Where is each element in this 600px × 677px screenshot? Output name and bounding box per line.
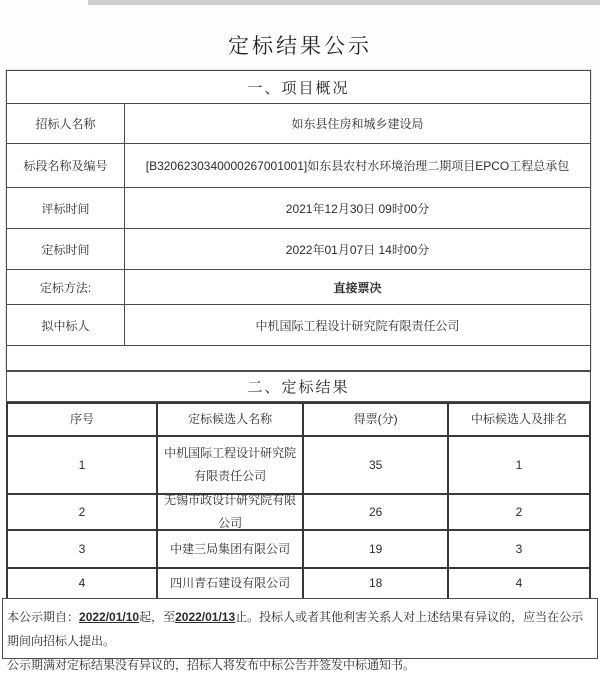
table-header-row [8,404,589,437]
period-end-date: 2022/01/13 [175,610,236,624]
row-label: 标段名称及编号 [7,144,125,187]
cell-seq: 2 [8,495,158,529]
row-label: 评标时间 [7,188,125,228]
bid-results-grid [6,402,591,600]
column-header: 中标候选人及排名 [470,412,567,427]
column-header: 得票(分) [304,404,449,435]
column-header: 序号 [8,404,158,435]
row-value: 如东县住房和城乡建设局 [291,117,424,131]
row-value: 2021年12月30日 09时00分 [285,201,430,216]
row-label: 定标时间 [7,229,125,269]
row-value: 中机国际工程设计研究院有限责任公司 [255,318,460,333]
scan-artifact-band [88,0,600,5]
table-row [8,495,589,531]
bid-results-table [6,371,591,600]
cell-candidate: 中建三局集团有限公司 [158,531,304,567]
table-row [7,188,590,229]
announcement-period-notice [2,598,598,672]
cell-seq: 4 [8,569,158,598]
notice-suffix: 止。投标人或者其他利害关系人对上述结果有异议的，应当在公示期间向招标人提出。 [7,610,584,648]
notice-line-2: 公示期满对定标结果没有异议的，招标人将发布中标公告并签发中标通知书。 [7,658,416,672]
row-value: [B3206230340000267001001]如东县农村水环境治理二期项目EPCO工程总承包 [145,159,570,173]
notice-mid: 起，至 [139,610,176,624]
cell-rank: 4 [515,576,523,591]
cell-score: 35 [304,437,449,493]
cell-candidate: 无锡市政设计研究院有限公司 [158,495,304,529]
project-overview-table [6,70,591,371]
table-row [7,305,590,346]
cell-seq: 3 [8,531,158,567]
notice-prefix: 本公示期自： [7,610,80,624]
notice-line-1 [7,605,593,653]
cell-rank: 3 [515,541,523,556]
table-row [7,229,590,270]
cell-rank: 2 [515,504,523,519]
cell-score: 26 [304,495,449,529]
table-row [8,437,589,495]
table-row [8,531,589,569]
column-header: 定标候选人名称 [158,404,304,435]
cell-rank: 1 [515,457,523,472]
row-label: 定标方法: [7,270,125,304]
period-start-date: 2022/01/10 [79,610,140,624]
row-value: 直接票决 [333,280,382,295]
cell-candidate: 四川青石建设有限公司 [158,569,304,598]
table-row [8,569,589,598]
cell-candidate: 中机国际工程设计研究院有限责任公司 [158,437,304,493]
section-title-overview: 一、项目概况 [7,71,590,104]
table-row [7,144,590,188]
page-title: 定标结果公示 [228,34,372,58]
cell-score: 19 [304,531,449,567]
table-row [7,104,590,144]
empty-row [7,346,590,370]
cell-score: 18 [304,569,449,598]
cell-seq: 1 [8,437,158,493]
row-value: 2022年01月07日 14时00分 [285,242,430,257]
section-title-results: 二、定标结果 [6,371,591,402]
row-label: 拟中标人 [7,305,125,345]
row-label: 招标人名称 [7,104,125,143]
table-row [7,270,590,305]
